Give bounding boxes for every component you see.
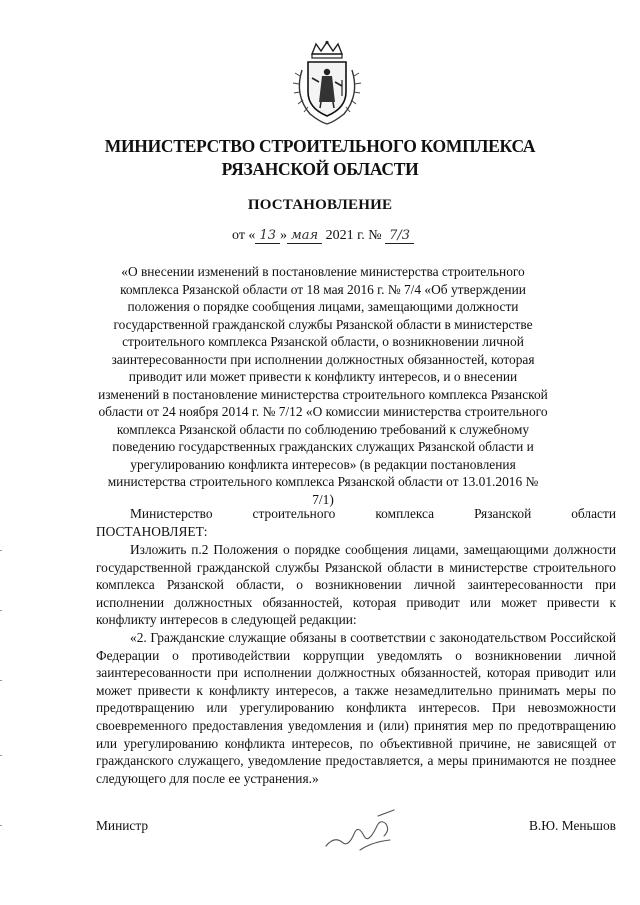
ryazan-coat-of-arms-icon <box>290 40 364 126</box>
paragraph-2: «2. Гражданские служащие обязаны в соответствии с законодательством Российской Федерации о противодействии коррупции уведомлять о возникновении личной заинтересованности при исполнении должностных обязанностей, которая приводит или может привести к конфликту интересов, а также незамедлительно принимать меры по предотвращению или урегулированию конфликта интересов. При невозможности своевременного предоставления уведомления и (или) принятия мер по предотвращению или урегулированию конфликта интересов, по объективной причине, не зависящей от гражданского служащего, уведомление предоставляется, а меры принимаются не позднее следующего для после ее устранения.» <box>96 629 616 786</box>
signatory-name: В.Ю. Меньшов <box>528 818 616 833</box>
signatory-position: Министр <box>96 818 149 833</box>
document-type: ПОСТАНОВЛЕНИЕ <box>247 197 393 213</box>
date-prefix: от « <box>232 228 256 243</box>
date-number-line <box>232 228 414 244</box>
date-mid: » <box>279 228 287 243</box>
document-title: «О внесении изменений в постановление министерства строительного комплекса Рязанской области от 18 мая 2016 г. № 7/4 «Об утверждении положения о порядке сообщения лицами, замещающими должности государственной гражданской службы Рязанской области в министерстве строительного комплекса Рязанской области, о возникновении личной заинтересованности при исполнении должностных обязанностей, которая приводит или может привести к конфликту интересов, и о внесении изменений в постановление министерства строительного комплекса Рязанской области от 24 ноября 2014 г. № 7/12 «О комиссии министерства строительного комплекса Рязанской области по соблюдению требований к служебному поведению государственных гражданских служащих Рязанской области и урегулированию конфликта интересов» (в редакции постановления министерства строительного комплекса Рязанской области от 13.01.2016 № 7/1) <box>98 264 548 507</box>
date-month: мая <box>287 228 322 244</box>
preamble-line <box>96 505 616 523</box>
preamble-end: ПОСТАНОВЛЯЕТ: <box>96 523 208 539</box>
date-day: 13 <box>255 228 280 244</box>
preamble <box>96 505 616 540</box>
ministry-name-line1: МИНИСТЕРСТВО СТРОИТЕЛЬНОГО КОМПЛЕКСА <box>104 136 536 156</box>
preamble-word: Рязанской <box>474 506 532 521</box>
preamble-word: строительного <box>252 506 336 521</box>
preamble-word: комплекса <box>375 506 435 521</box>
document-number: 7/3 <box>385 228 414 244</box>
handwritten-signature-icon <box>320 806 410 856</box>
preamble-word: области <box>571 506 616 521</box>
paragraph-1: Изложить п.2 Положения о порядке сообщения лицами, замещающими должности государственной гражданской службы Рязанской области в министерстве строительного комплекса Рязанской области, о возникновении личной заинтересованности при исполнении должностных обязанностей, которая приводит или может привести к конфликту интересов в следующей редакции: <box>96 542 616 628</box>
page-edge-marks <box>0 540 3 840</box>
body-paragraphs <box>96 541 616 787</box>
ministry-name-line2: РЯЗАНСКОЙ ОБЛАСТИ <box>221 159 419 179</box>
preamble-word: Министерство <box>130 506 213 521</box>
date-year-number-label: 2021 г. № <box>325 228 382 243</box>
